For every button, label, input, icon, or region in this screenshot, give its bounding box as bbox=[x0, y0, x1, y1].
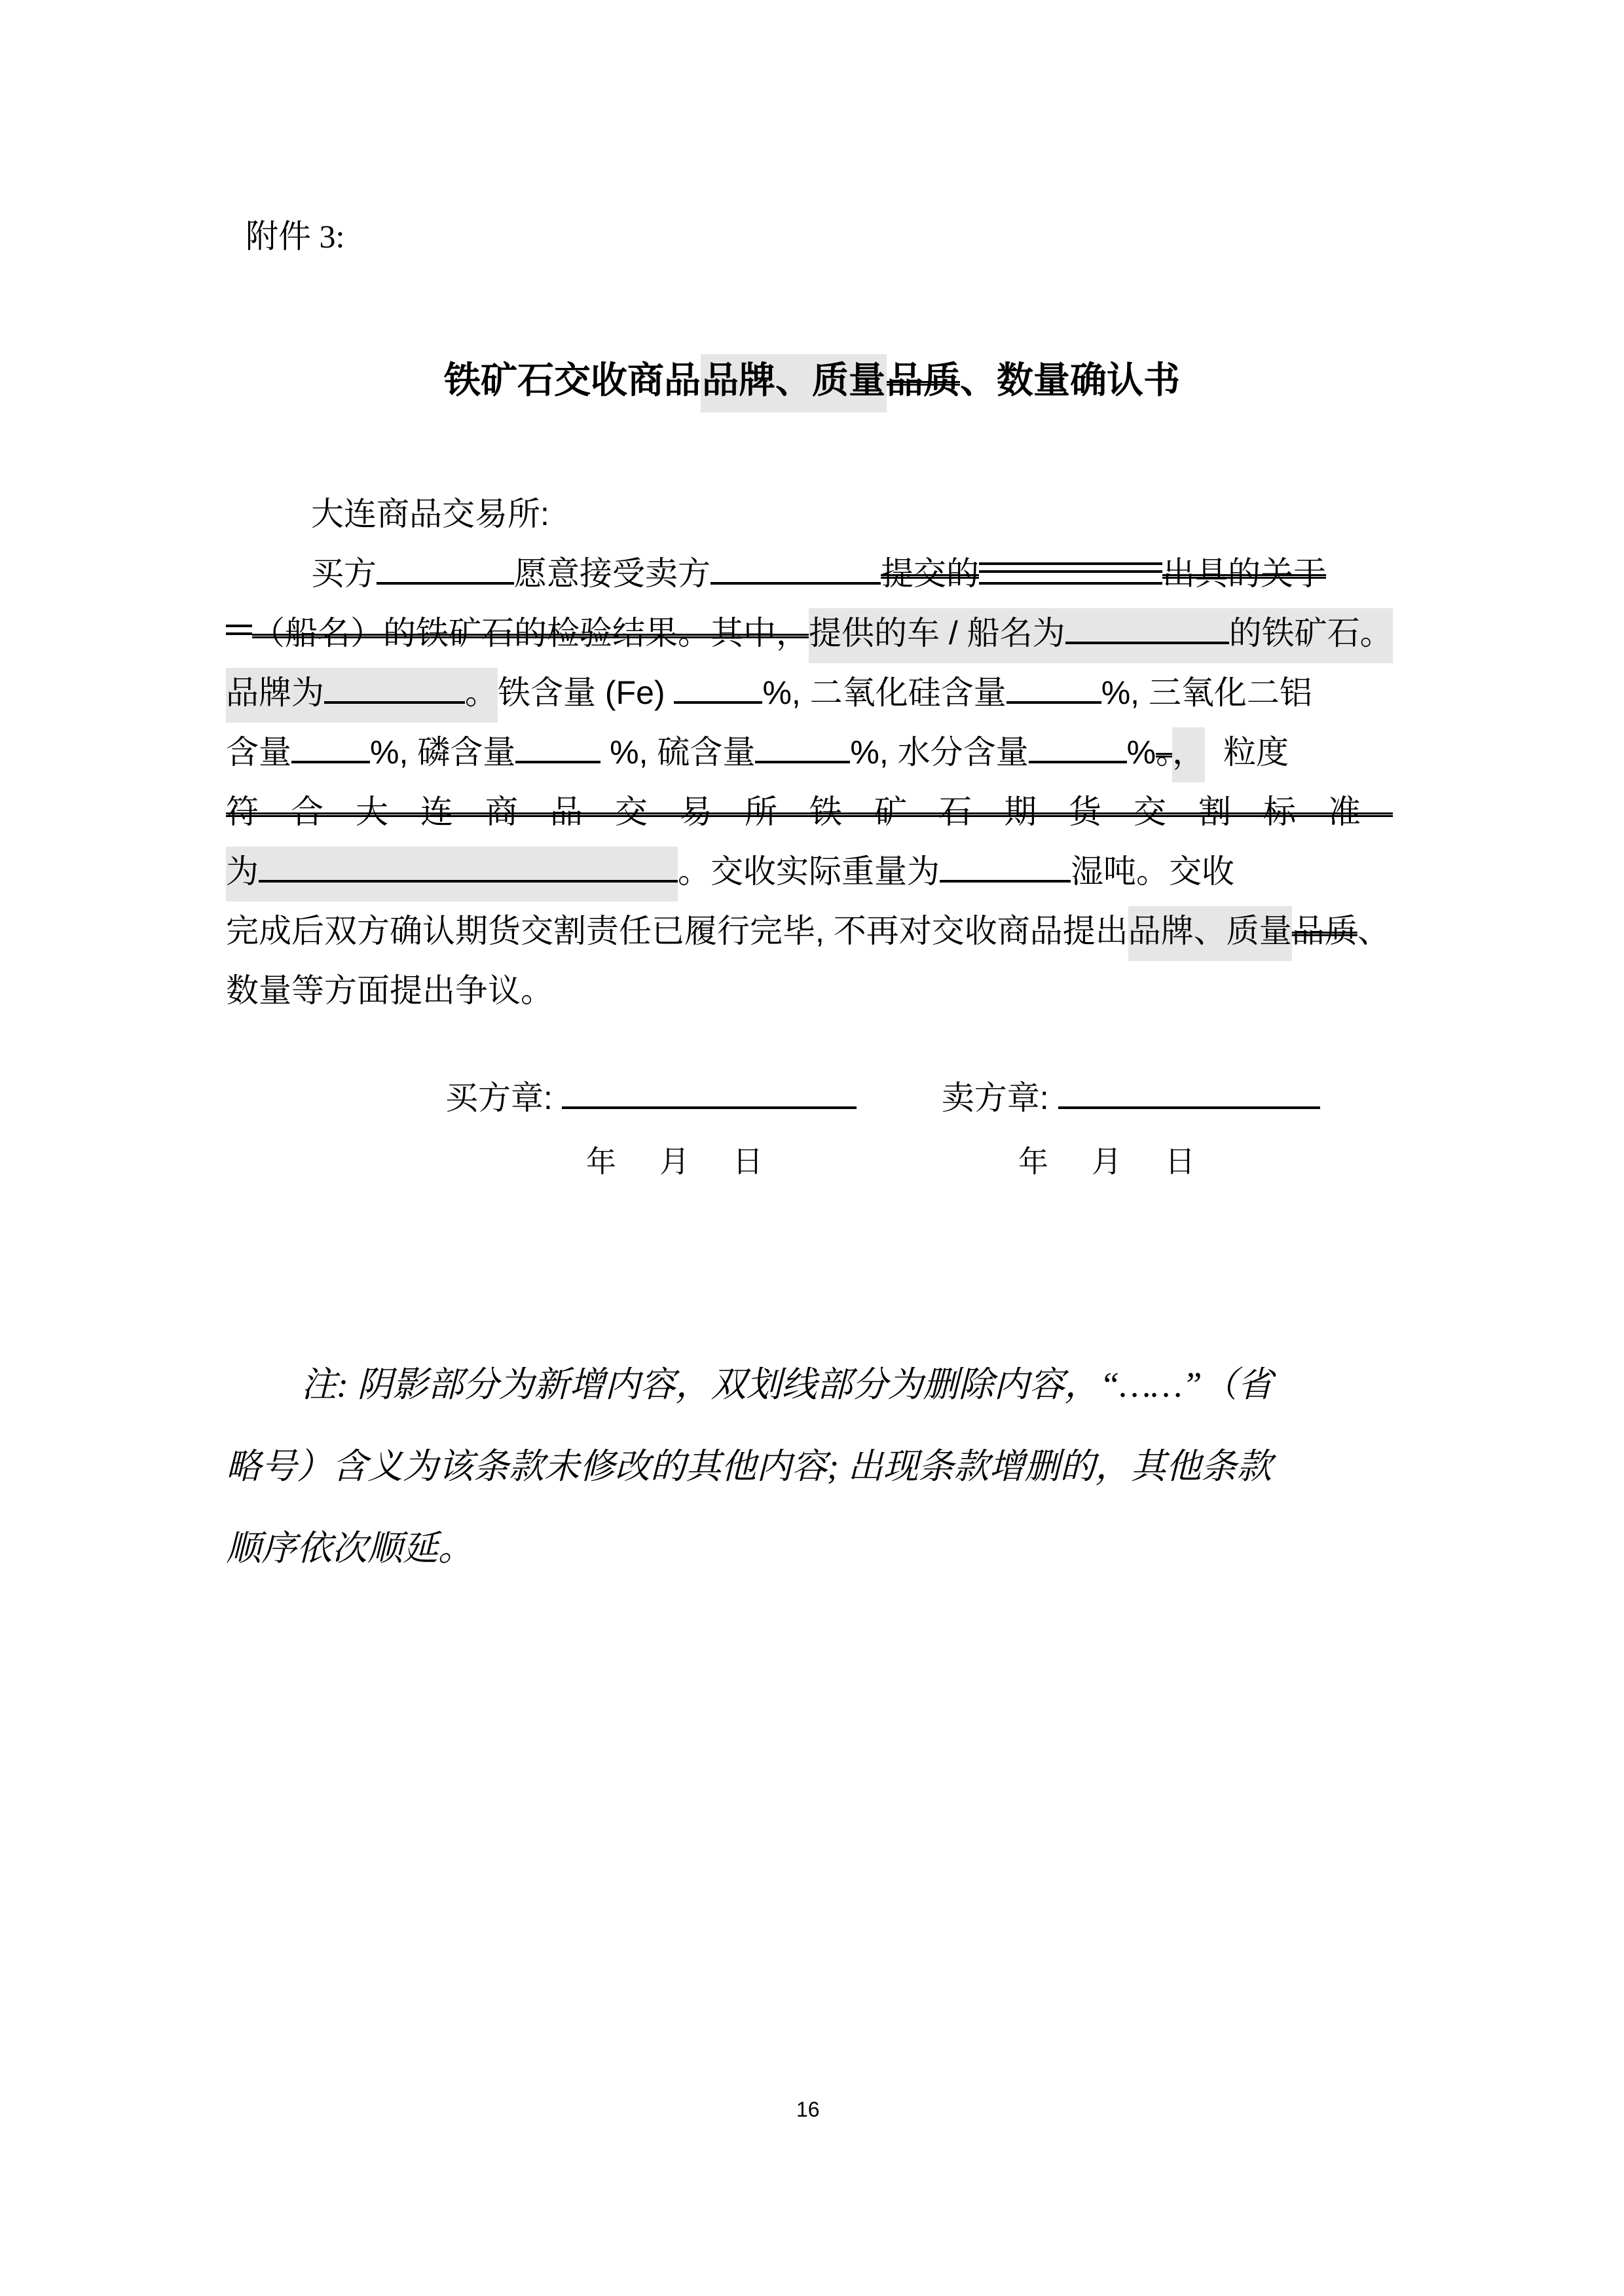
deleted-segment bbox=[226, 621, 252, 644]
blank-field-moisture bbox=[1029, 737, 1127, 763]
note-block bbox=[226, 1344, 1398, 1590]
seller-signature-line bbox=[1058, 1080, 1320, 1109]
salutation bbox=[226, 484, 1398, 544]
blank-field-sio2 bbox=[1006, 678, 1101, 704]
buyer-signature-line bbox=[562, 1080, 857, 1109]
blank-field-al2o3 bbox=[291, 737, 370, 763]
buyer-date: 年 月 日 bbox=[586, 1145, 769, 1178]
deleted-run: （船名）的铁矿石的检验结果。其中， bbox=[252, 615, 809, 651]
note-line-2: 略号）含义为该条款未修改的其他内容; 出现条款增删的，其他条款 bbox=[226, 1447, 1272, 1486]
body-line-2 bbox=[226, 544, 1398, 604]
text-run: 铁含量 (Fe) bbox=[498, 674, 674, 711]
blank-field-vessel bbox=[1065, 618, 1229, 644]
seller-date: 年 月 日 bbox=[1018, 1145, 1202, 1178]
text-run: 完成后双方确认期货交割责任已履行完毕, 不再对交收商品提出 bbox=[226, 913, 1128, 949]
text-run: 、 bbox=[1357, 913, 1390, 949]
deleted-run: 符合大连商品交易所铁矿石期货交割标准 bbox=[226, 793, 1393, 830]
deleted-run: 出具的关于 bbox=[1162, 555, 1326, 592]
text-run: 。交收实际重量为 bbox=[678, 853, 940, 890]
title-deleted-text: 品质 bbox=[887, 359, 960, 401]
text-run: 含量 bbox=[226, 734, 291, 771]
added-run bbox=[226, 847, 678, 902]
blank-field-weight bbox=[940, 856, 1071, 883]
title-added-text: 品牌、质量 bbox=[701, 354, 887, 412]
added-text: 为 bbox=[226, 853, 259, 890]
body-line-4 bbox=[226, 663, 1398, 723]
text-run: 愿意接受卖方 bbox=[514, 555, 710, 592]
text-run: 湿吨。交收 bbox=[1071, 853, 1234, 890]
text-run: 粒度 bbox=[1223, 734, 1289, 771]
added-run: ， bbox=[1172, 727, 1205, 782]
date-row bbox=[226, 1138, 1398, 1184]
blank-field-granularity bbox=[259, 856, 678, 883]
body-line-3 bbox=[226, 604, 1398, 663]
added-text: 。 bbox=[465, 674, 498, 711]
text-run: %, 硫含量 bbox=[600, 734, 756, 771]
added-text: 品牌为 bbox=[226, 674, 324, 711]
document-title bbox=[226, 355, 1398, 406]
body-line-7 bbox=[226, 842, 1398, 902]
text-run: 买方 bbox=[311, 555, 377, 592]
text-run: 数量等方面提出争议。 bbox=[226, 972, 553, 1009]
title-text: 铁矿石交收商品 bbox=[444, 359, 701, 401]
attachment-label: 附件 3: bbox=[246, 218, 345, 255]
body-line-8 bbox=[226, 902, 1398, 961]
added-run bbox=[226, 668, 498, 723]
added-text: 提供的车 / 船名为 bbox=[809, 615, 1065, 651]
text-run: %, 磷含量 bbox=[370, 734, 516, 771]
deleted-blank-field bbox=[979, 558, 1162, 585]
body-line-5 bbox=[226, 723, 1398, 782]
document-body bbox=[226, 484, 1398, 1021]
text-run: %, 三氧化二铝 bbox=[1101, 674, 1312, 711]
seller-seal-label: 卖方章: bbox=[941, 1080, 1049, 1116]
added-run bbox=[809, 608, 1393, 663]
text-run: %, 水分含量 bbox=[850, 734, 1029, 771]
body-line-9 bbox=[226, 961, 1398, 1021]
blank-field-seller bbox=[710, 558, 881, 585]
title-text-post: 、数量确认书 bbox=[960, 359, 1180, 401]
blank-field-s bbox=[755, 737, 850, 763]
text-run: % bbox=[1126, 734, 1156, 771]
page-number: 16 bbox=[796, 2098, 820, 2121]
text-run: %, 二氧化硅含量 bbox=[762, 674, 1006, 711]
blank-field-p bbox=[515, 737, 600, 763]
deleted-run: 。 bbox=[1156, 734, 1173, 771]
blank-field-buyer bbox=[377, 558, 514, 585]
deleted-run: 提交的 bbox=[881, 555, 979, 592]
added-run: 品牌、质量 bbox=[1128, 906, 1292, 961]
salutation-text: 大连商品交易所: bbox=[311, 496, 549, 532]
added-text: 的铁矿石。 bbox=[1228, 615, 1393, 651]
blank-field-brand bbox=[324, 678, 465, 704]
buyer-seal-label: 买方章: bbox=[445, 1080, 553, 1116]
note-line-1: 注: 阴影部分为新增内容，双划线部分为删除内容，“……”（省 bbox=[301, 1365, 1273, 1404]
blank-field-fe bbox=[674, 678, 762, 704]
body-line-6 bbox=[226, 782, 1398, 842]
signature-row bbox=[226, 1072, 1398, 1131]
deleted-run: 品质 bbox=[1291, 913, 1357, 949]
note-line-3: 顺序依次顺延。 bbox=[226, 1529, 473, 1568]
